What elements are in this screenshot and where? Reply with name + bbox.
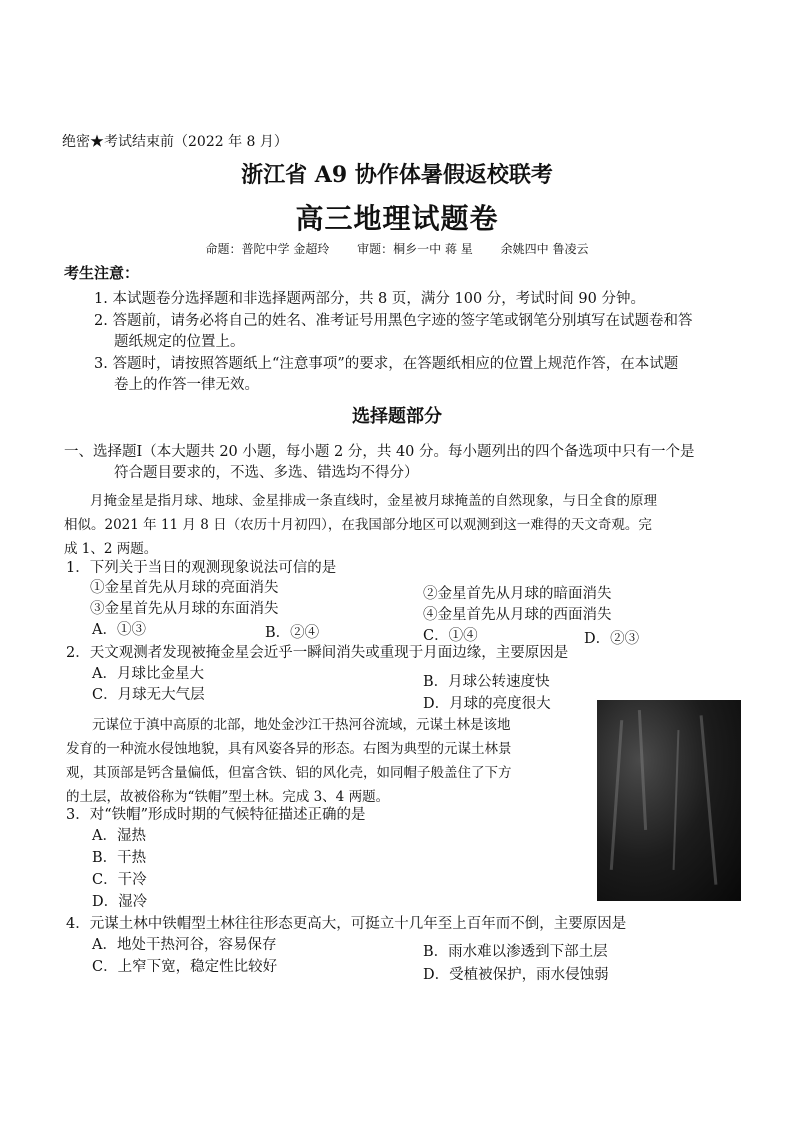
q2-option-b: B．月球公转速度快 bbox=[423, 674, 550, 690]
notice-heading: 考生注意： bbox=[64, 264, 140, 282]
passage1-line-3: 成 1、2 两题。 bbox=[64, 541, 158, 557]
passage1-line-1: 月掩金星是指月球、地球、金星排成一条直线时，金星被月球掩盖的自然现象，与日全食的原理 bbox=[90, 493, 657, 509]
notice-item-3-line-1: 3. 答题时，请按照答题纸上“注意事项”的要求，在答题纸相应的位置上规范作答，在本试题 bbox=[94, 356, 679, 372]
passage2-line-1: 元谋位于滇中高原的北部，地处金沙江干热河谷流域，元谋土林是该地 bbox=[92, 717, 511, 733]
q2-option-a: A．月球比金星大 bbox=[92, 666, 204, 682]
secret-line: 绝密★考试结束前（2022 年 8 月） bbox=[62, 134, 288, 150]
notice-item-3-line-2: 卷上的作答一律无效。 bbox=[114, 377, 259, 393]
q1-statement-1: ①金星首先从月球的亮面消失 bbox=[90, 580, 279, 596]
section-intro-line-1: 一、选择题Ⅰ（本大题共 20 小题，每小题 2 分，共 40 分。每小题列出的四个备选项中只有一个是 bbox=[64, 444, 695, 460]
q1-option-a: A．①③ bbox=[92, 622, 146, 638]
passage1-line-2: 相似。2021 年 11 月 8 日（农历十月初四），在我国部分地区可以观测到这一难得的天文奇观。完 bbox=[64, 517, 652, 533]
q4-stem: 4．元谋土林中铁帽型土林往往形态更高大，可挺立十几年至上百年而不倒，主要原因是 bbox=[66, 916, 627, 932]
notice-item-1: 1. 本试题卷分选择题和非选择题两部分，共 8 页，满分 100 分，考试时间 90 分钟。 bbox=[94, 291, 645, 307]
q1-statement-2: ②金星首先从月球的暗面消失 bbox=[423, 586, 612, 602]
q1-statement-3: ③金星首先从月球的东面消失 bbox=[90, 601, 279, 617]
section-intro-line-2: 符合题目要求的，不选、多选、错选均不得分） bbox=[114, 465, 419, 481]
q3-stem: 3．对“铁帽”形成时期的气候特征描述正确的是 bbox=[66, 807, 366, 823]
q3-option-b: B．干热 bbox=[92, 850, 147, 866]
section-title: 选择题部分 bbox=[352, 406, 442, 427]
q1-option-d: D．②③ bbox=[584, 631, 640, 647]
authors-line bbox=[0, 240, 794, 257]
q4-option-b: B．雨水难以渗透到下部土层 bbox=[423, 944, 608, 960]
q2-option-d: D．月球的亮度很大 bbox=[423, 696, 551, 712]
q3-option-d: D．湿冷 bbox=[92, 894, 148, 910]
q3-option-a: A．湿热 bbox=[92, 828, 146, 844]
proposer: 命题：普陀中学 金超玲 bbox=[205, 242, 330, 256]
passage2-line-4: 的土层，故被俗称为“铁帽”型土林。完成 3、4 两题。 bbox=[66, 789, 390, 805]
exam-name: 浙江省 A9 协作体暑假返校联考 bbox=[241, 162, 553, 188]
q2-stem: 2．天文观测者发现被掩金星会近乎一瞬间消失或重现于月面边缘，主要原因是 bbox=[66, 645, 569, 661]
q2-option-c: C．月球无大气层 bbox=[92, 687, 205, 703]
q1-option-c: C．①④ bbox=[423, 628, 478, 644]
q4-option-a: A．地处干热河谷，容易保存 bbox=[92, 937, 277, 953]
q1-statement-4: ④金星首先从月球的西面消失 bbox=[423, 607, 612, 623]
passage2-line-2: 发育的一种流水侵蚀地貌，具有风姿各异的形态。右图为典型的元谋土林景 bbox=[66, 741, 512, 757]
q3-option-c: C．干冷 bbox=[92, 872, 147, 888]
notice-item-2-line-2: 题纸规定的位置上。 bbox=[114, 334, 245, 350]
q1-stem: 1．下列关于当日的观测现象说法可信的是 bbox=[66, 560, 337, 576]
paper-title: 高三地理试题卷 bbox=[295, 202, 499, 235]
q1-option-b: B．②④ bbox=[265, 625, 320, 641]
notice-item-2-line-1: 2. 答题前，请务必将自己的姓名、准考证号用黑色字迹的签字笔或钢笔分别填写在试题卷和答 bbox=[94, 313, 693, 329]
passage2-line-3: 观，其顶部是钙含量偏低，但富含铁、铝的风化壳，如同帽子般盖住了下方 bbox=[66, 765, 512, 781]
q4-option-d: D．受植被保护，雨水侵蚀弱 bbox=[423, 967, 609, 983]
reviewer-1: 审题：桐乡一中 蒋 星 bbox=[357, 242, 473, 256]
reviewer-2: 余姚四中 鲁凌云 bbox=[500, 242, 589, 256]
q4-option-c: C．上窄下宽，稳定性比较好 bbox=[92, 959, 278, 975]
earth-forest-photo bbox=[597, 700, 741, 901]
